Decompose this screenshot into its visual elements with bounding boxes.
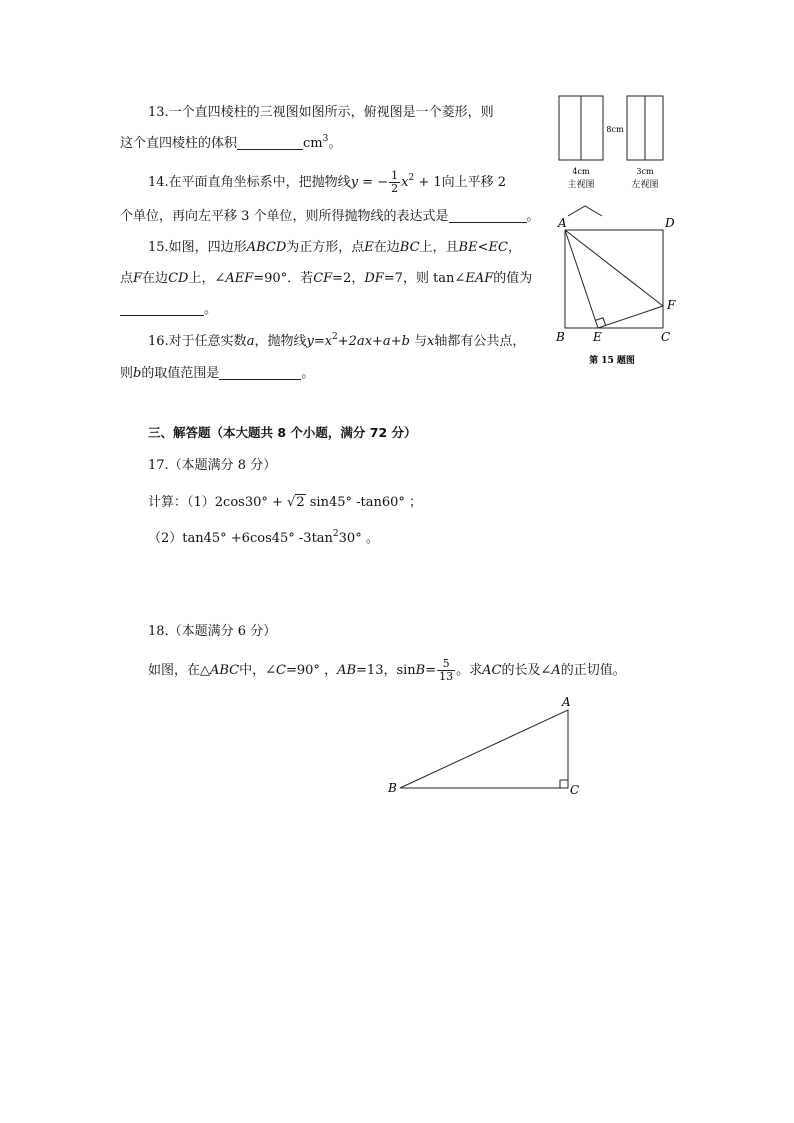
q15-line3: 。 [120,300,217,320]
q14-fraction: $\frac{1}{2}$ [391,169,399,195]
q16-answer-blank[interactable] [219,365,301,380]
segment-af [565,230,663,306]
view-roof-mark [568,206,602,216]
side-view-caption: 左视图 [631,180,659,190]
q16-line1: 16.对于任意实数a，抛物线$y=x^2+2ax+a+b$ 与x轴都有公共点， [148,332,526,349]
q18-header: 18.（本题满分 6 分） [148,624,277,639]
tri-label-c: C [570,783,580,797]
label-e: E [593,330,602,344]
height-label: 8cm [606,125,624,134]
q13-line1: 13.一个直四棱柱的三视图如图所示，俯视图是一个菱形，则 [148,105,494,120]
label-b: B [556,330,565,344]
q17-header: 17.（本题满分 8 分） [148,458,277,473]
q14-line2: 个单位，再向左平移 3 个单位，则所得抛物线的表达式是 。 [120,209,540,224]
triangle-abc [400,710,568,788]
q15-answer-blank[interactable] [120,301,204,316]
segment-ef [598,306,663,328]
sqrt-symbol: √ [287,495,296,510]
q14-answer-blank[interactable] [449,208,527,223]
square-abcd [565,230,663,328]
label-f: F [667,298,676,312]
q13-answer-blank[interactable] [237,135,303,150]
front-view-caption: 主视图 [567,180,595,190]
q16-line2: 则b的取值范围是 。 [120,366,315,381]
label-a: A [558,216,567,230]
q18-fraction: $\frac{5}{13}$ [439,657,454,683]
segment-ae [565,230,598,328]
q15-square-figure [552,200,692,370]
q18-statement: 如图，在△ABC中，∠C=90° ，AB=13，sinB= $\frac{5}{13}$ 。求AC的长及∠A的正切值。 [148,657,626,683]
figure-caption: 第 15 题图 [589,356,635,366]
q18-triangle-figure [380,690,590,805]
tri-label-a: A [562,695,571,709]
right-angle-mark-c [560,780,568,788]
q15-line2: 点F在边CD上，∠AEF=90°．若CF=2，DF=7，则 tan∠EAF的值为 [120,271,533,286]
front-width-label: 4cm [572,167,590,176]
q17-part2: （2）tan45° +6cos45° $-3\tan^230^\circ$ 。 [148,529,379,546]
q17-part1: 计算：（1）2cos30° + √2 sin45° -tan60° ； [148,495,423,510]
section-3-title: 三、解答题（本大题共 8 个小题，满分 72 分） [148,425,417,440]
label-c: C [661,330,671,344]
label-d: D [665,216,675,230]
q14-line1: 14.在平面直角坐标系中，把抛物线y = − $\frac{1}{2}$ $x^2 + 1$向上平移 2 [148,169,507,195]
side-width-label: 3cm [636,167,654,176]
tri-label-b: B [388,781,397,795]
q15-line1: 15.如图，四边形ABCD为正方形，点E在边BC上，且BE<EC， [148,240,521,255]
q13-three-view-figure [555,92,675,192]
q13-line2: 这个直四棱柱的体积 $cm^3$。 [120,134,342,151]
